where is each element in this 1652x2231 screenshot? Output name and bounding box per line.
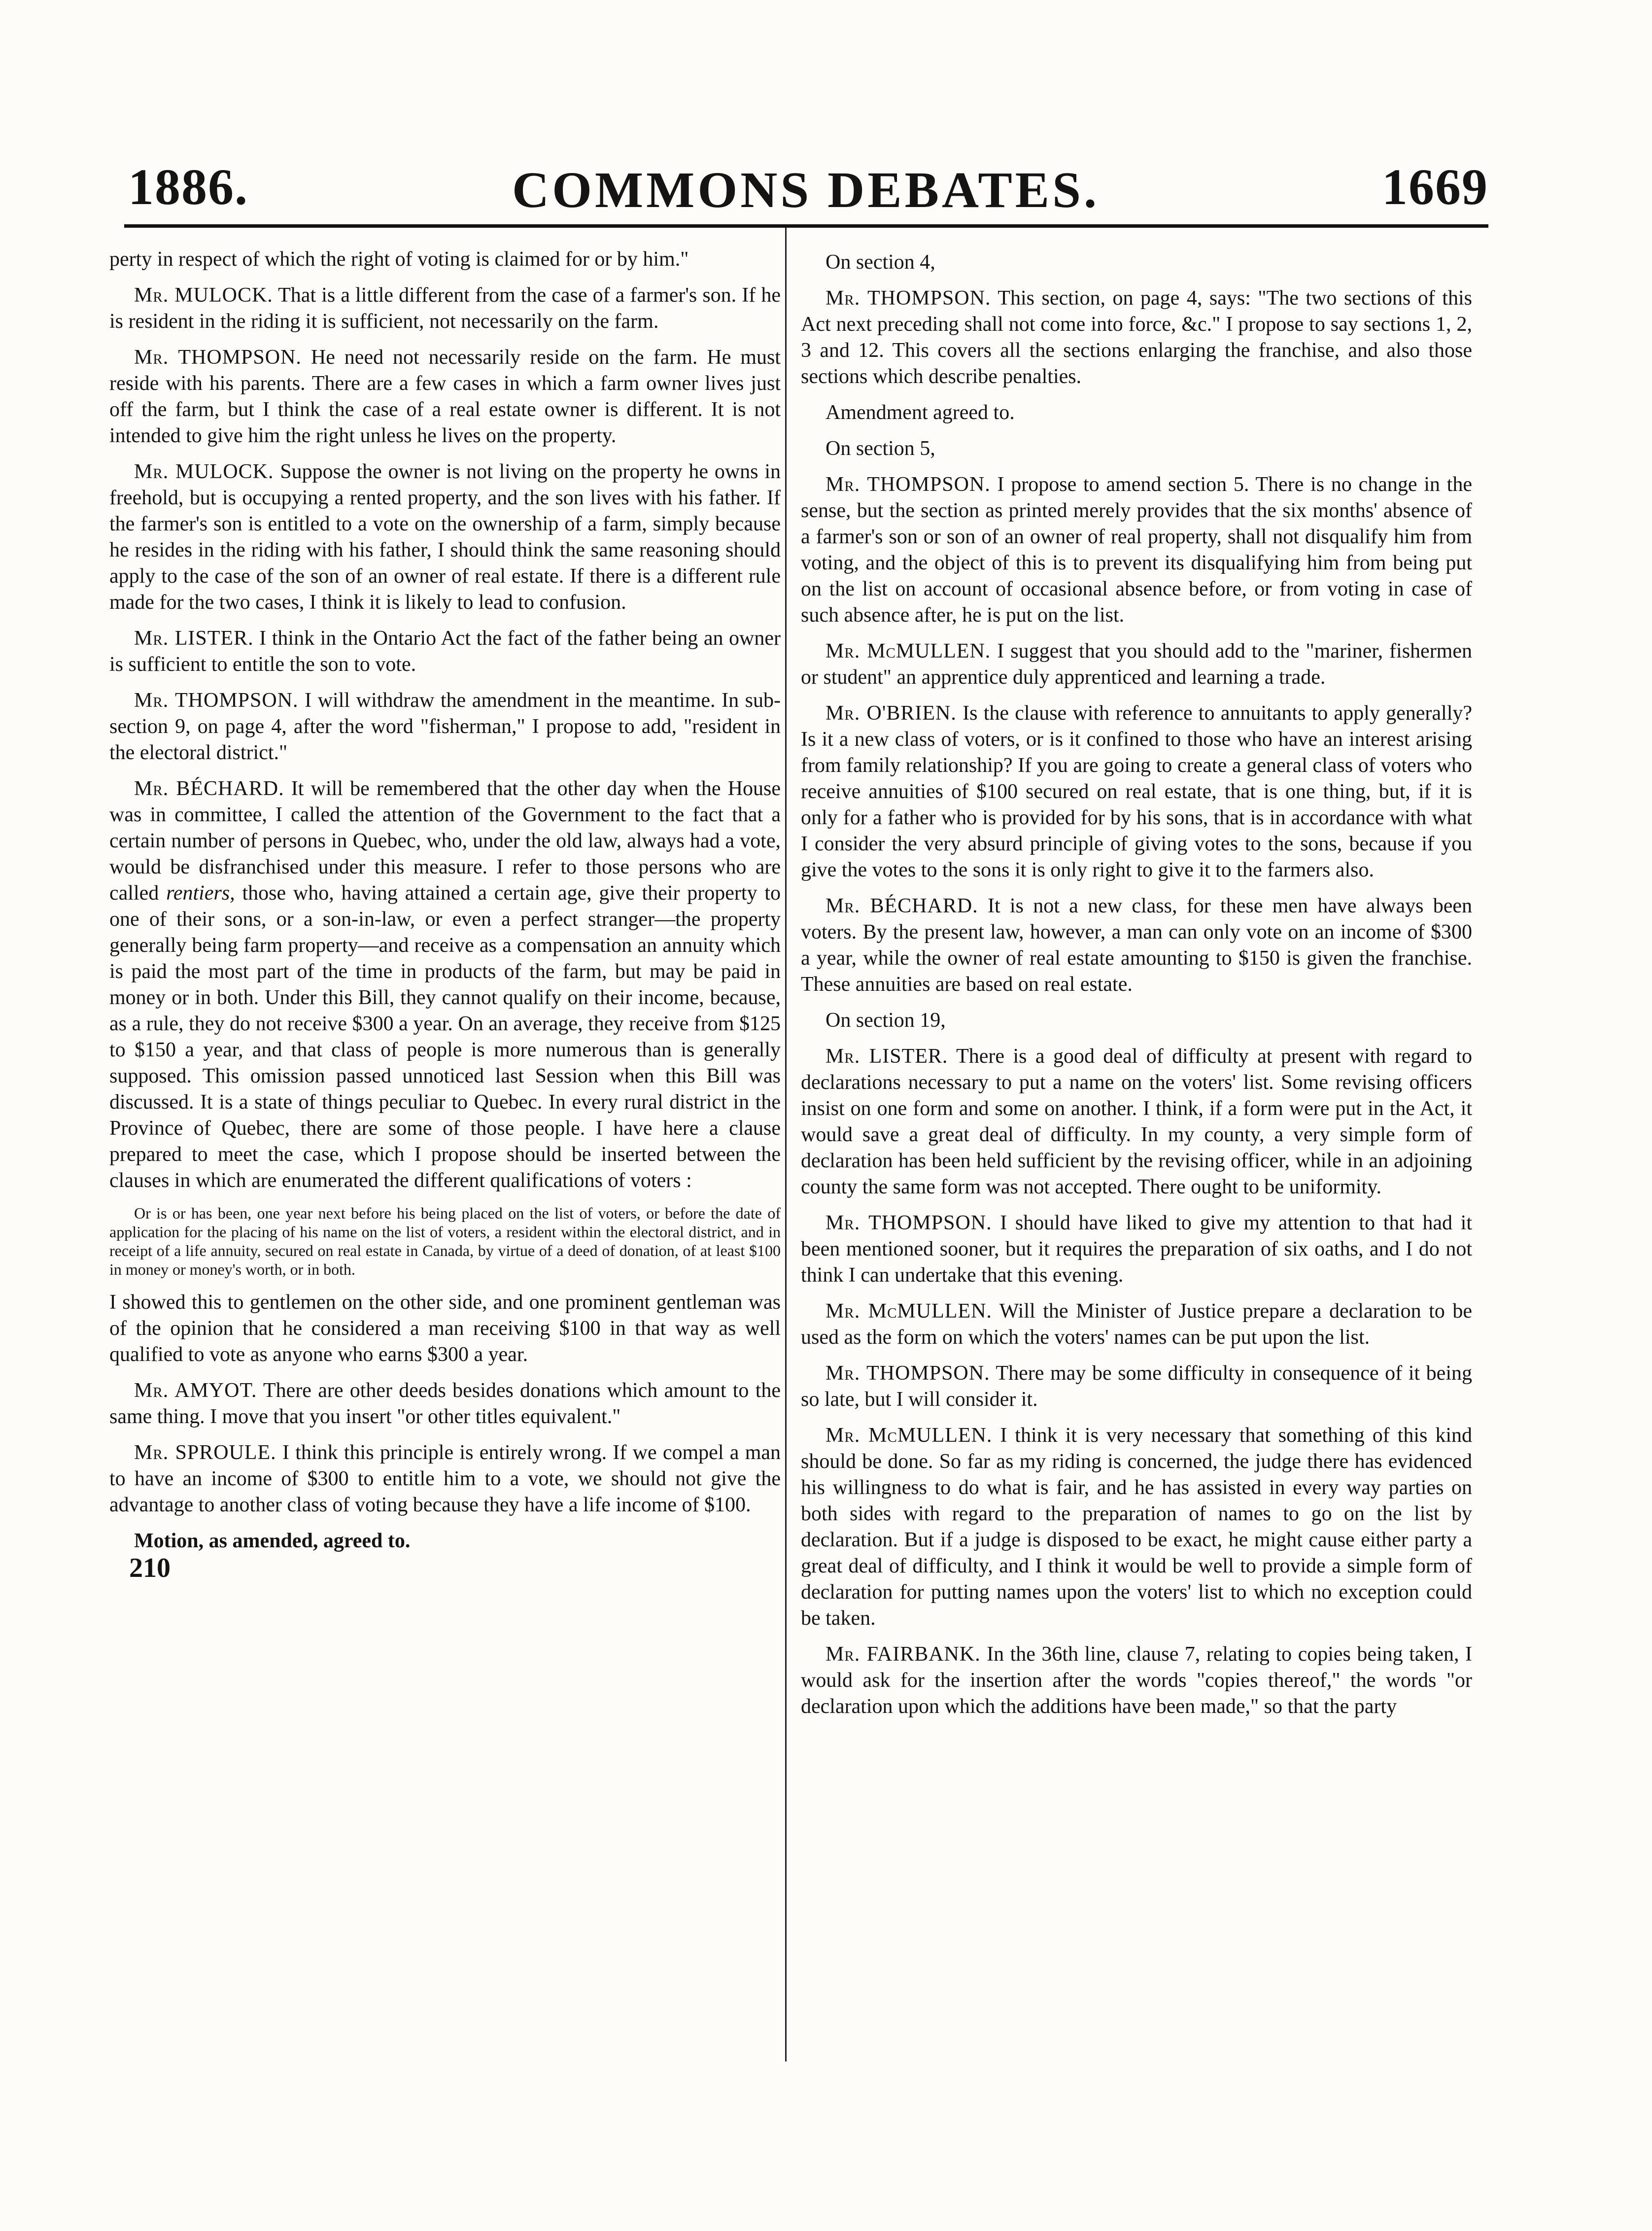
speech-text: In the 36th line, clause 7, relating to copies being taken, I would ask for the insertion after the words "copies thereof," the words "or declaration upon which the additions have been made," so that the party	[801, 1643, 1472, 1718]
speech-text: I will withdraw the amendment in the meantime. In sub-section 9, on page 4, after the word "fisherman," I propose to add, "resident in the electoral district."	[109, 689, 781, 764]
emphasis-rentiers: rentiers,	[166, 882, 235, 905]
paragraph	[801, 1641, 1472, 1720]
speech-text: I think in the Ontario Act the fact of the father being an owner is sufficient to entitle the son to vote.	[109, 627, 781, 676]
speech-text: I think it is very necessary that something of this kind should be done. So far as my riding is concerned, the judge there has evidenced his willingness to do what is fair, and he has assisted in every way parties on both sides with regard to the preparation of names to go on the list by declaration. But if a judge is disposed to be exact, he might cause either party a great deal of difficulty, and I think it would be well to provide a simple form of declaration for putting names upon the voters' list to which no exception could be taken.	[801, 1424, 1473, 1630]
section-heading: On section 5,	[826, 437, 935, 460]
header-page-number: 1669	[1382, 159, 1488, 215]
speech-text: There may be some difficulty in consequence of it being so late, but I will consider it.	[801, 1362, 1472, 1411]
speaker-name: Mr. McMULLEN.	[826, 1424, 993, 1447]
paragraph	[109, 1378, 781, 1430]
speech-text: I propose to amend section 5. There is no change in the sense, but the section as printed merely provides that the six months' absence of a farmer's son or son of an owner of real property, shall not disqualify him from voting, and the object of this is to prevent its disqualifying him from being put on the list on account of occasional absence before, or from voting in case of such absence after, he is put on the list.	[801, 473, 1472, 627]
speaker-name: Mr. THOMPSON.	[134, 346, 302, 369]
speaker-name: Mr. AMYOT.	[134, 1379, 257, 1402]
header-rule	[124, 224, 1488, 228]
paragraph	[801, 638, 1472, 691]
paragraph: perty in respect of which the right of voting is claimed for or by him."	[109, 248, 689, 271]
paragraph: Amendment agreed to.	[826, 401, 1015, 424]
paragraph	[801, 1210, 1472, 1289]
paragraph	[801, 1423, 1472, 1632]
paragraph	[109, 345, 781, 449]
paragraph	[801, 893, 1472, 998]
paragraph	[801, 285, 1472, 390]
speaker-name: Mr. THOMPSON.	[826, 473, 991, 496]
paragraph: I showed this to gentlemen on the other side, and one prominent gentleman was of the opinion that he considered a man receiving $100 in that way as well qualified to vote as anyone who earns $300 a year.	[109, 1291, 781, 1366]
column-divider	[785, 228, 787, 2061]
speaker-name: Mr. LISTER.	[826, 1045, 948, 1068]
paragraph	[801, 700, 1472, 883]
left-column	[109, 246, 781, 1581]
paragraph	[801, 1360, 1472, 1413]
speech-text: It will be remembered that the other day when the House was in committee, I called the attention of the Government to the fact that a certain number of persons in Quebec, who, under the old law, always had a vote, would be disfranchised under this measure. I refer to those persons who are called	[109, 777, 781, 905]
speaker-name: Mr. LISTER.	[134, 627, 254, 650]
speech-text: I think this principle is entirely wrong. If we compel a man to have an income of $300 to entitle him to a vote, we should not give the advantage to another class of voting because they have a life income of $100.	[109, 1441, 781, 1516]
paragraph	[801, 1044, 1472, 1200]
speaker-name: Mr. THOMPSON.	[826, 1212, 992, 1234]
speech-text: I suggest that you should add to the "mariner, fishermen or student" an apprentice duly apprenticed and learning a trade.	[801, 640, 1472, 689]
speech-text: He need not necessarily reside on the farm. He must reside with his parents. There are a few cases in which a farm owner lives just off the farm, but I think the case of a real estate owner is different. It is not intended to give him the right unless he lives on the property.	[109, 346, 781, 447]
paragraph	[109, 776, 781, 1194]
section-heading: On section 19,	[826, 1009, 946, 1032]
header-title: COMMONS DEBATES.	[512, 162, 1100, 218]
speaker-name: Mr. McMULLEN.	[826, 640, 991, 662]
speech-text: There is a good deal of difficulty at present with regard to declarations necessary to put a name on the voters' list. Some revising officers insist on one form and some on another. I think, if a form were put in the Act, it would save a great deal of difficulty. In my county, a very simple form of declaration has been held sufficient by the revising officer, while in an adjoining county the same form was not accepted. There ought to be uniformity.	[801, 1045, 1472, 1198]
header-year: 1886.	[128, 159, 248, 215]
speaker-name: Mr. THOMPSON.	[134, 689, 299, 712]
speech-text: those who, having attained a certain age, give their property to one of their sons, or a son-in-law, or even a perfect stranger—the property generally being farm property—and receive as a compensation an annuity which is paid the most part of the time in products of the farm, but may be paid in money or in both. Under this Bill, they cannot qualify on their income, because, as a rule, they do not receive $300 a year. On an average, they receive from $125 to $150 a year, and that class of people is more numerous than is generally supposed. This omission passed unnoticed last Session when this Bill was discussed. It is a state of things peculiar to Quebec. In every rural district in the Province of Quebec, there are some of those people. I have here a clause prepared to meet the case, which I propose should be inserted between the clauses in which are enumerated the different qualifications of voters :	[109, 882, 781, 1192]
speaker-name: Mr. BÉCHARD.	[134, 777, 284, 800]
speaker-name: Mr. THOMPSON.	[826, 287, 991, 310]
section-heading: On section 4,	[826, 251, 935, 274]
right-column	[801, 246, 1472, 1730]
speech-text: It is not a new class, for these men have always been voters. By the present law, however, a man can only vote on an income of $300 a year, while the owner of real estate amounting to $150 is given the franchise. These annuities are based on real estate.	[801, 895, 1472, 996]
paragraph	[801, 472, 1472, 628]
page-header	[123, 138, 1488, 237]
speaker-name: Mr. MULOCK.	[134, 284, 273, 307]
speech-text: Is the clause with reference to annuitants to apply generally? Is it a new class of voters, or is it confined to those who have an interest arising from family relationship? If you are going to create a general class of voters who receive annuities of $100 secured on real estate, that is one thing, but, if it is only for a father who is provided for by his sons, that is in accordance with what I consider the very absurd principle of giving votes to the sons, because if you give the votes to the sons it is only right to give it to the farmers also.	[801, 702, 1473, 881]
speaker-name: Mr. SPROULE.	[134, 1441, 276, 1464]
quoted-clause: Or is or has been, one year next before his being placed on the list of voters, or before the date of application for the placing of his name on the list of voters, a resident within the electoral district, and in receipt of a life annuity, secured on real estate in Canada, by virtue of a deed of donation, of at least $100 in money or money's worth, or in both.	[109, 1204, 781, 1278]
speech-text: That is a little different from the case of a farmer's son. If he is resident in the riding it is sufficient, not necessarily on the farm.	[109, 284, 781, 333]
speaker-name: Mr. THOMPSON.	[826, 1362, 990, 1385]
paragraph	[109, 688, 781, 766]
paragraph	[109, 282, 781, 335]
paragraph	[109, 1440, 781, 1518]
paragraph	[801, 1298, 1472, 1351]
motion-line: Motion, as amended, agreed to.	[134, 1530, 411, 1552]
paragraph	[109, 626, 781, 678]
speech-text: There are other deeds besides donations which amount to the same thing. I move that you insert "or other titles equivalent."	[109, 1379, 781, 1428]
speaker-name: Mr. FAIRBANK.	[826, 1643, 981, 1666]
speech-text: Suppose the owner is not living on the property he owns in freehold, but is occupying a rented property, and the son lives with his father. If the farmer's son is entitled to a vote on the ownership of a farm, simply because he resides in the riding with his father, I should think the same reasoning should apply to the case of the son of an owner of real estate. If there is a different rule made for the two cases, I think it is likely to lead to confusion.	[109, 460, 781, 614]
signature-number: 210	[129, 1553, 171, 1583]
speaker-name: Mr. BÉCHARD.	[826, 895, 978, 917]
speaker-name: Mr. McMULLEN.	[826, 1300, 992, 1323]
speaker-name: Mr. O'BRIEN.	[826, 702, 957, 725]
speaker-name: Mr. MULOCK.	[134, 460, 274, 483]
speech-text: Will the Minister of Justice prepare a declaration to be used as the form on which the voters' names can be put upon the list.	[801, 1300, 1472, 1349]
paragraph	[109, 459, 781, 616]
speech-text: This section, on page 4, says: "The two sections of this Act next preceding shall not come into force, &c." I propose to say sections 1, 2, 3 and 12. This covers all the sections enlarging the franchise, and also those sections which describe penalties.	[801, 287, 1472, 388]
speech-text: I should have liked to give my attention to that had it been mentioned sooner, but it requires the preparation of six oaths, and I do not think I can undertake that this evening.	[801, 1212, 1472, 1287]
